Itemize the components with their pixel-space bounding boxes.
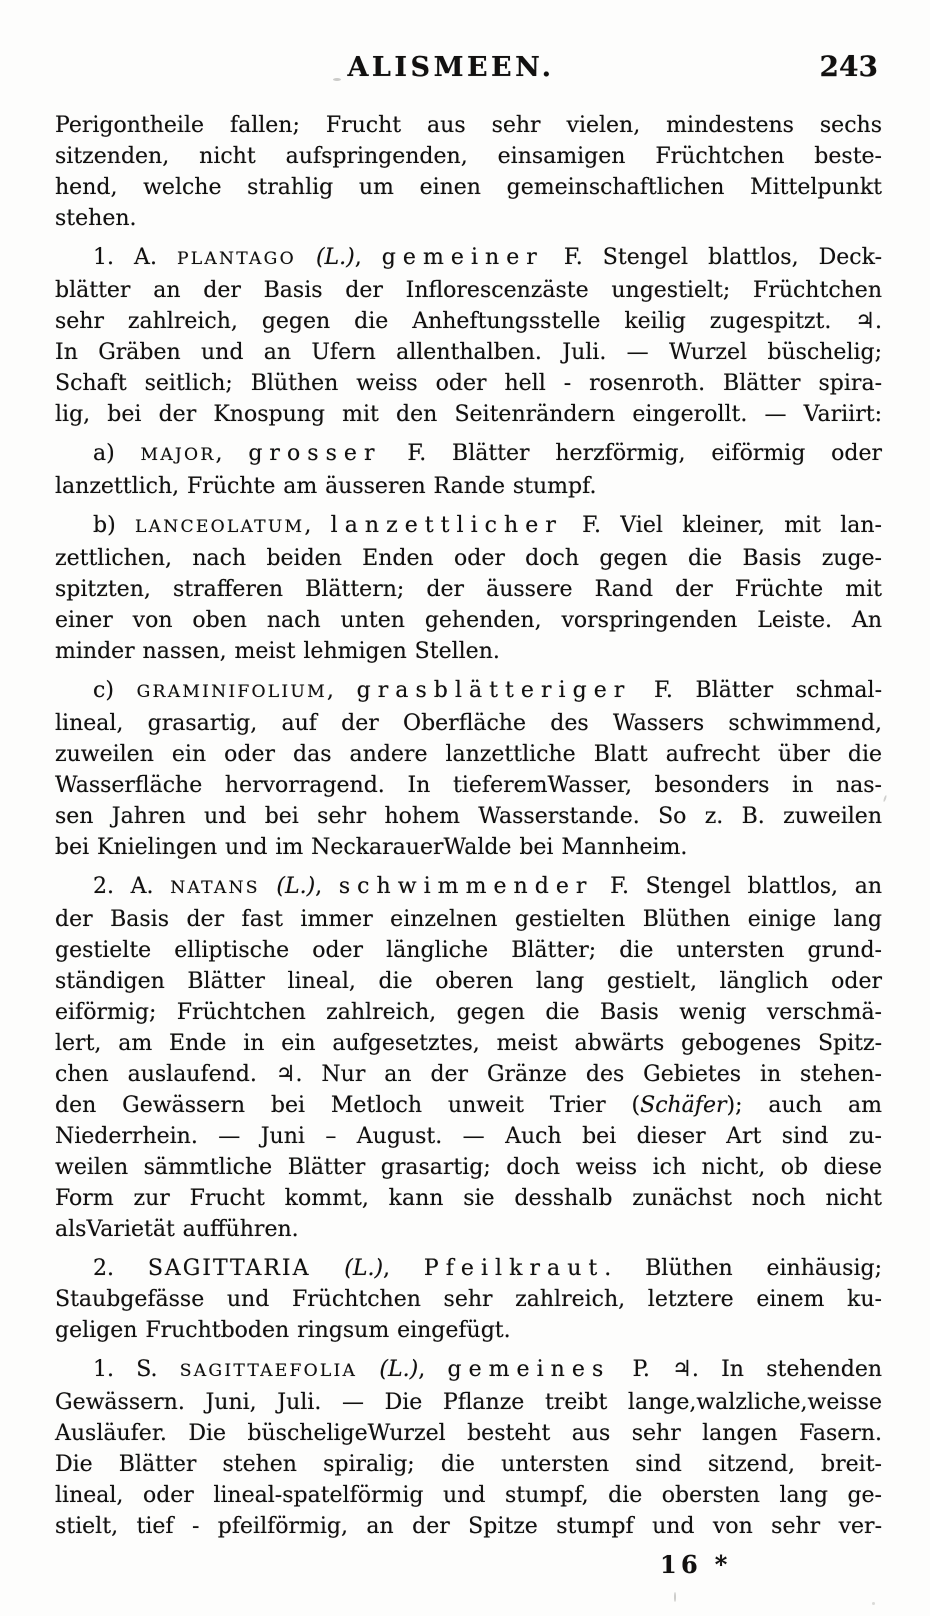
text-segment bbox=[357, 1357, 379, 1382]
page-number: 243 bbox=[819, 50, 878, 83]
text-line bbox=[55, 306, 882, 337]
text-line bbox=[55, 832, 882, 863]
text-line bbox=[55, 708, 882, 739]
text-segment: stehen. bbox=[55, 206, 137, 231]
text-segment: der Basis der fast immer einzelnen gestielten Blüthen einige lang bbox=[55, 907, 882, 932]
text-segment: (L.) bbox=[379, 1357, 419, 1382]
text-line bbox=[55, 1214, 882, 1245]
text-segment: a) bbox=[93, 441, 141, 466]
text-segment: NATANS bbox=[170, 878, 260, 898]
text-line bbox=[55, 141, 882, 172]
page-body bbox=[0, 110, 930, 1542]
text-segment: ständigen Blätter lineal, die oberen lang gestielt, länglich oder bbox=[55, 969, 882, 994]
text-segment: 2. bbox=[93, 1256, 148, 1281]
text-line bbox=[55, 1028, 882, 1059]
text-segment: Form zur Frucht kommt, kann sie desshalb zunächst noch nicht bbox=[55, 1186, 882, 1211]
scan-speck bbox=[674, 1592, 676, 1602]
text-segment: lineal, oder lineal-spatelförmig und stumpf, die obersten lang ge- bbox=[55, 1483, 882, 1508]
text-segment: F. Blätter herzförmig, eiförmig oder bbox=[381, 441, 882, 466]
text-segment: Schaft seitlich; Blüthen weiss oder hell - rosenroth. Blätter spira- bbox=[55, 371, 882, 396]
text-line bbox=[55, 242, 882, 275]
text-line bbox=[55, 904, 882, 935]
text-segment: lig, bei der Knospung mit den Seitenrändern eingerollt. — Variirt: bbox=[55, 402, 882, 427]
text-segment: geligen Fruchtboden ringsum eingefügt. bbox=[55, 1318, 511, 1343]
text-segment: c) bbox=[93, 678, 137, 703]
text-line bbox=[55, 110, 882, 141]
text-segment: Die Blätter stehen spiralig; die untersten sind sitzend, breit- bbox=[55, 1452, 882, 1477]
text-segment: , bbox=[304, 513, 331, 538]
text-segment: sehr zahlreich, gegen die Anheftungsstelle keilig zugespitzt. ♃. bbox=[55, 309, 882, 334]
text-segment: b) bbox=[93, 513, 135, 538]
text-line bbox=[55, 1315, 882, 1346]
signature-mark: 16 * bbox=[660, 1550, 732, 1579]
text-segment: alsVarietät aufführen. bbox=[55, 1217, 299, 1242]
text-segment: ); auch am bbox=[726, 1093, 883, 1118]
paragraph bbox=[55, 242, 882, 430]
paragraph bbox=[55, 510, 882, 667]
signature-line bbox=[0, 1550, 930, 1579]
text-segment bbox=[310, 1256, 344, 1281]
text-segment: blätter an der Basis der Inflorescenzäste ungestielt; Früchtchen bbox=[55, 278, 882, 303]
text-segment bbox=[296, 245, 316, 270]
text-segment: F. Blätter schmal- bbox=[631, 678, 882, 703]
scan-speck bbox=[873, 1162, 876, 1165]
text-segment: 1. A. bbox=[93, 245, 178, 270]
text-segment: 1. S. bbox=[93, 1357, 180, 1382]
paragraph bbox=[55, 438, 882, 502]
text-segment bbox=[260, 874, 277, 899]
text-segment: , bbox=[326, 678, 357, 703]
text-line bbox=[55, 1354, 882, 1387]
text-segment: spitzten, strafferen Blättern; der äussere Rand der Früchte mit bbox=[55, 577, 882, 602]
text-line bbox=[55, 871, 882, 904]
text-line bbox=[55, 935, 882, 966]
text-line bbox=[55, 275, 882, 306]
text-segment: , bbox=[354, 245, 382, 270]
text-segment: schwimmender bbox=[338, 874, 594, 899]
running-head bbox=[0, 0, 930, 83]
text-line bbox=[55, 1059, 882, 1090]
text-segment: eiförmig; Früchtchen zahlreich, gegen die Basis wenig verschmä- bbox=[55, 1000, 882, 1025]
text-segment: grosser bbox=[248, 441, 382, 466]
text-segment: (L.) bbox=[344, 1256, 384, 1281]
text-segment: , bbox=[383, 1256, 424, 1281]
text-segment: MAJOR bbox=[140, 445, 216, 465]
text-line bbox=[55, 1449, 882, 1480]
text-line bbox=[55, 438, 882, 471]
text-line bbox=[55, 203, 882, 234]
text-segment: , bbox=[215, 441, 249, 466]
text-segment: Staubgefässe und Früchtchen sehr zahlreich, letztere einem ku- bbox=[55, 1287, 882, 1312]
text-line bbox=[55, 1284, 882, 1315]
paragraph bbox=[55, 871, 882, 1245]
paragraph bbox=[55, 1354, 882, 1542]
text-line bbox=[55, 399, 882, 430]
text-line bbox=[55, 1152, 882, 1183]
text-segment: , bbox=[418, 1357, 448, 1382]
text-segment: PLANTAGO bbox=[177, 249, 296, 269]
text-segment: Pfeilkraut bbox=[423, 1256, 605, 1281]
text-segment: Ausläufer. Die büscheligeWurzel besteht aus sehr langen Fasern. bbox=[55, 1421, 882, 1446]
text-segment: Gewässern. Juni, Juli. — Die Pflanze treibt lange,walzliche,weisse bbox=[55, 1390, 882, 1415]
text-segment: In Gräben und an Ufern allenthalben. Juli. — Wurzel büschelig; bbox=[55, 340, 882, 365]
text-segment: GRAMINIFOLIUM bbox=[136, 682, 327, 702]
text-segment: Schäfer bbox=[640, 1093, 727, 1118]
page-title: ALISMEEN. bbox=[347, 52, 555, 83]
text-line bbox=[55, 368, 882, 399]
text-line bbox=[55, 636, 882, 667]
text-segment: Niederrhein. — Juni – August. — Auch bei dieser Art sind zu- bbox=[55, 1124, 882, 1149]
text-segment: zettlichen, nach beiden Enden oder doch gegen die Basis zuge- bbox=[55, 546, 882, 571]
text-segment: sen Jahren und bei sehr hohem Wasserstande. So z. B. zuweilen bbox=[55, 804, 882, 829]
text-segment: SAGITTAEFOLIA bbox=[179, 1361, 358, 1381]
paragraph bbox=[55, 675, 882, 863]
text-line bbox=[55, 966, 882, 997]
text-segment: lert, am Ende in ein aufgesetztes, meist abwärts gebogenes Spitz- bbox=[55, 1031, 882, 1056]
text-line bbox=[55, 510, 882, 543]
text-line bbox=[55, 770, 882, 801]
text-segment: gemeines bbox=[447, 1357, 611, 1382]
text-line bbox=[55, 172, 882, 203]
text-line bbox=[55, 739, 882, 770]
text-line bbox=[55, 337, 882, 368]
text-segment: SAGITTARIA bbox=[147, 1256, 311, 1281]
text-segment: , bbox=[315, 874, 339, 899]
text-segment: (L.) bbox=[276, 874, 316, 899]
text-segment: zuweilen ein oder das andere lanzettliche Blatt aufrecht über die bbox=[55, 742, 882, 767]
text-line bbox=[55, 1418, 882, 1449]
paragraph bbox=[55, 110, 882, 234]
text-line bbox=[55, 543, 882, 574]
text-segment: gestielte elliptische oder längliche Blätter; die untersten grund- bbox=[55, 938, 882, 963]
text-segment: stielt, tief - pfeilförmig, an der Spitze stumpf und von sehr ver- bbox=[55, 1514, 882, 1539]
text-segment: lineal, grasartig, auf der Oberfläche des Wassers schwimmend, bbox=[55, 711, 882, 736]
text-segment: Perigontheile fallen; Frucht aus sehr vielen, mindestens sechs bbox=[55, 113, 882, 138]
text-line bbox=[55, 1480, 882, 1511]
text-line bbox=[55, 1511, 882, 1542]
text-segment: den Gewässern bei Metloch unweit Trier ( bbox=[55, 1093, 641, 1118]
text-line bbox=[55, 675, 882, 708]
text-line bbox=[55, 1183, 882, 1214]
text-line bbox=[55, 1253, 882, 1284]
text-segment: weilen sämmtliche Blätter grasartig; doch weiss ich nicht, ob diese bbox=[55, 1155, 882, 1180]
text-segment: F. Stengel blattlos, Deck- bbox=[543, 245, 883, 270]
text-line bbox=[55, 1090, 882, 1121]
text-line bbox=[55, 1121, 882, 1152]
text-line bbox=[55, 574, 882, 605]
text-segment: lanzettlich, Früchte am äusseren Rande stumpf. bbox=[55, 474, 597, 499]
text-segment: F. Viel kleiner, mit lan- bbox=[562, 513, 882, 538]
paragraph bbox=[55, 1253, 882, 1346]
text-segment: Wasserfläche hervorragend. In tieferemWasser, besonders in nas- bbox=[55, 773, 882, 798]
text-segment: F. Stengel blattlos, an bbox=[593, 874, 882, 899]
scan-speck bbox=[333, 78, 341, 81]
text-segment: grasblätteriger bbox=[356, 678, 632, 703]
text-segment: lanzettlicher bbox=[330, 513, 563, 538]
scan-speck bbox=[872, 1602, 875, 1605]
text-segment: hend, welche strahlig um einen gemeinschaftlichen Mittelpunkt bbox=[55, 175, 882, 200]
text-line bbox=[55, 1387, 882, 1418]
text-line bbox=[55, 605, 882, 636]
text-segment: sitzenden, nicht aufspringenden, einsamigen Früchtchen beste- bbox=[55, 144, 882, 169]
text-segment: (L.) bbox=[315, 245, 355, 270]
text-segment: minder nassen, meist lehmigen Stellen. bbox=[55, 639, 500, 664]
text-segment: einer von oben nach unten gehenden, vorspringenden Leiste. An bbox=[55, 608, 882, 633]
text-line bbox=[55, 997, 882, 1028]
text-segment: chen auslaufend. ♃. Nur an der Gränze des Gebietes in stehen- bbox=[55, 1062, 882, 1087]
text-segment: . Blüthen einhäusig; bbox=[604, 1256, 883, 1281]
text-segment: LANCEOLATUM bbox=[134, 517, 305, 537]
text-line bbox=[55, 471, 882, 502]
text-segment: 2. A. bbox=[93, 874, 171, 899]
text-segment: gemeiner bbox=[381, 245, 544, 270]
text-line bbox=[55, 801, 882, 832]
text-segment: bei Knielingen und im NeckarauerWalde bei Mannheim. bbox=[55, 835, 688, 860]
text-segment: P. ♃. In stehenden bbox=[610, 1357, 883, 1382]
